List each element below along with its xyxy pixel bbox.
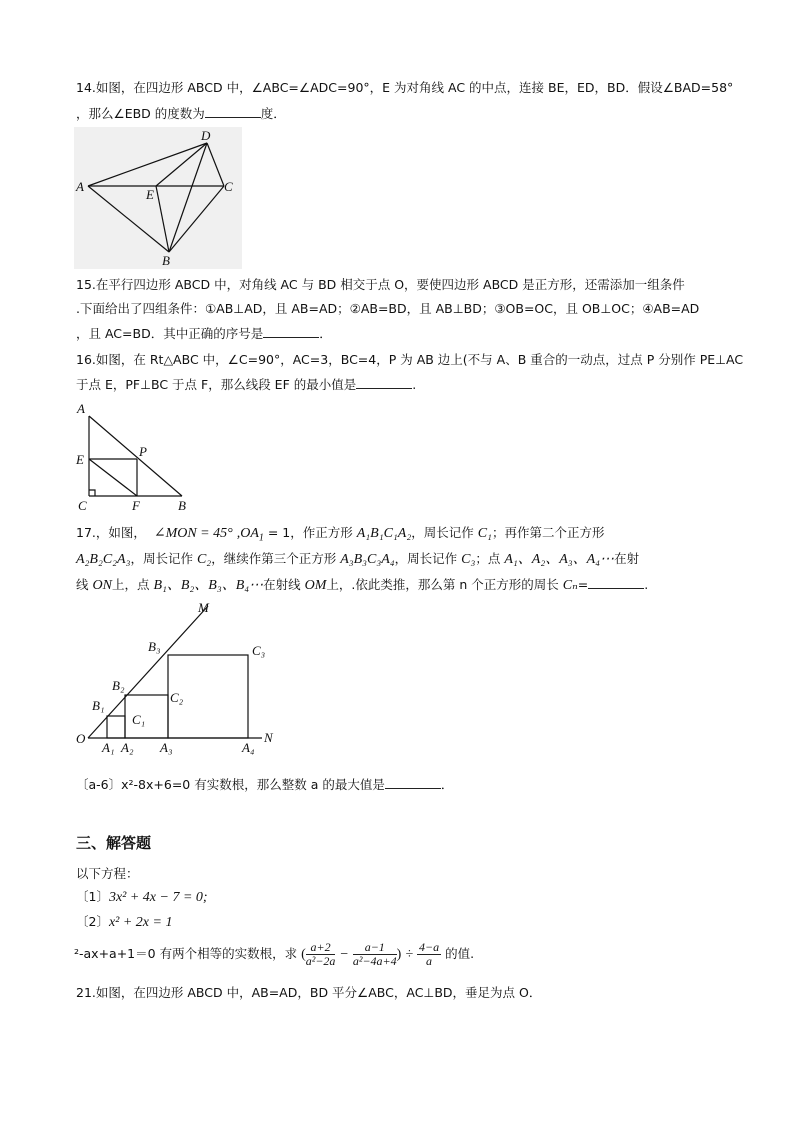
q16-figure — [74, 400, 194, 515]
q16-label-e: E — [76, 452, 84, 467]
q14-label-e: E — [146, 187, 154, 202]
q17-c1: C₁ — [477, 526, 492, 541]
q20-fraction-3 — [417, 941, 441, 968]
q17-sq1: A₁B₁C₁A₂ — [356, 526, 412, 541]
q17-t11: 上，点 — [111, 577, 150, 592]
q17-a-points: A₁、A₂、A₃、A₄⋯ — [504, 552, 615, 567]
q17-c3: C₃ — [461, 552, 476, 567]
q17-b-points: B₁、B₂、B₃、B₄⋯ — [153, 578, 264, 593]
q17-line1: 17.，如图， ∠MON = 45° $,OA_1 = 1$，作正方形 A₁B₁C₁A₂，周长记作 C₁；再作第二个正方形 — [76, 525, 605, 544]
q20-end: 的值. — [445, 946, 475, 961]
q16-line2 — [76, 377, 416, 393]
q19-p1-equation: 3x² + 4x − 7 = 0; — [108, 890, 208, 905]
q17-line2 — [76, 551, 639, 568]
q17-t1: 17.，如图， — [76, 525, 146, 540]
q17-t10: 线 — [76, 577, 89, 592]
q15-text-b: ． — [319, 326, 332, 341]
q14-text-b: 度． — [260, 106, 286, 121]
q19-part2 — [76, 914, 172, 931]
q15-line2: .下面给出了四组条件：①AB⊥AD，且 AB=AD；②AB=BD，且 AB⊥BD；③OB=OC，且 OB⊥OC；④AB=AD — [76, 301, 700, 316]
q17-t14: = — [577, 577, 589, 592]
q17-t9: 在射 — [614, 551, 640, 566]
q15-line1: 15.在平行四边形 ABCD 中，对角线 AC 与 BD 相交于点 O，要使四边形 ABCD 是正方形，还需添加一组条件 — [76, 277, 685, 292]
q15-line3 — [76, 326, 332, 342]
q16-label-p: P — [139, 444, 147, 459]
q14-text-a: ，那么∠EBD 的度数为 — [76, 106, 205, 121]
q20-fraction-1 — [306, 941, 336, 968]
q17-angle: ∠MON = 45° — [153, 526, 233, 541]
q18-end: ． — [440, 777, 454, 792]
q14-label-a: A — [76, 179, 84, 194]
q17-label-m: M — [198, 600, 209, 615]
q17-t3: ，周长记作 — [411, 525, 474, 540]
q16-text-a: 于点 E，PF⊥BC 于点 F，那么线段 EF 的最小值是 — [76, 377, 357, 392]
q17-oa: ,OA — [236, 526, 259, 541]
q17-t4: ；再作第二个正方形 — [491, 525, 605, 540]
q17-label-o: O — [76, 731, 86, 746]
q17-t8: ；点 — [475, 551, 501, 566]
q17-om: OM — [304, 578, 327, 593]
q19-p2-equation: x² + 2x = 1 — [108, 915, 173, 930]
q14-answer-blank — [205, 106, 261, 118]
q17-label-b3: B₃ — [148, 639, 161, 654]
q15-answer-blank — [263, 326, 319, 338]
q20-line: ²-ax+a+1＝0 有两个相等的实数根，求 ( $\frac{a+2}{\text{a²−2a}}$ − $\frac{a-1}{\text{a²−4a+4}}$ ) ÷ $\frac{4-a}{a}$ 的值. — [74, 940, 475, 968]
q17-sq3: A₃B₃C₃A₄ — [340, 552, 395, 567]
q17-t6: ，继续作第三个正方形 — [211, 551, 337, 566]
q17-label-a1: A₁ — [102, 740, 115, 755]
q19-p2-label: 〔2〕 — [76, 914, 109, 929]
q16-answer-blank — [356, 377, 412, 389]
q20-f1-num: a+2 — [306, 941, 336, 955]
q17-line3: 线 ON上，点 B₁、B₂、B₃、B₄⋯在射线 OM上，.依此类推，那么第 n 个正方形的周长 Cₙ= . — [76, 577, 649, 593]
q16-line1: 16.如图，在 Rt△ABC 中，∠C=90°，AC=3，BC=4，P 为 AB 边上(不与 A、B 重合的一动点，过点 P 分别作 PE⊥AC — [76, 352, 744, 367]
q17-sq2: A₂B₂C₂A₃ — [76, 552, 131, 567]
q17-label-b2: B₂ — [112, 678, 125, 693]
q20-f2-num: a−1 — [353, 941, 397, 955]
q17-t5: ，周长记作 — [130, 551, 193, 566]
q19-intro: 以下方程： — [76, 866, 139, 881]
q18-text: 〔a-6〕x²-8x+6=0 有实数根，那么整数 a 的最大值是 — [76, 777, 385, 792]
q19-p1-label: 〔1〕 — [76, 889, 109, 904]
q20-fraction-2 — [353, 941, 397, 968]
q17-answer-blank — [588, 577, 644, 589]
q17-on: ON — [92, 578, 112, 593]
q16-text-b: . — [412, 377, 417, 392]
section-heading: 三、解答题 — [76, 834, 152, 852]
q14-label-b: B — [162, 253, 170, 268]
q21-line: 21.如图，在四边形 ABCD 中，AB=AD，BD 平分∠ABC，AC⊥BD，垂足为点 O． — [76, 985, 542, 1000]
q17-label-c2: C₂ — [170, 690, 184, 705]
q16-label-c: C — [78, 498, 87, 513]
q17-label-c3: C₃ — [252, 643, 266, 658]
q19-part1 — [76, 889, 208, 906]
q16-label-a: A — [77, 401, 85, 416]
q17-label-a3: A₃ — [160, 740, 173, 755]
q17-t2: = 1，作正方形 — [263, 525, 353, 540]
q16-label-b: B — [178, 498, 186, 513]
q20-f3-num: 4−a — [418, 940, 440, 954]
q17-t7: ，周长记作 — [394, 551, 458, 566]
q20-f3-den: a — [426, 954, 433, 968]
q17-figure — [74, 598, 284, 758]
q18-answer-blank — [385, 777, 441, 789]
q20-f2-den: a²−4a+4 — [352, 954, 397, 968]
q17-t12: 在射线 — [263, 577, 301, 592]
q17-c2: C₂ — [196, 552, 212, 567]
q17-label-c1: C₁ — [132, 712, 146, 727]
q18-line — [76, 777, 453, 793]
q14-line1: 14.如图，在四边形 ABCD 中，∠ABC=∠ADC=90°，E 为对角线 AC 的中点，连接 BE，ED，BD．假设∠BAD=58° — [76, 80, 734, 95]
q14-label-d: D — [201, 128, 211, 143]
q16-label-f: F — [132, 498, 140, 513]
q17-label-a2: A₂ — [121, 740, 134, 755]
q14-line2 — [76, 106, 286, 122]
q17-label-b1: B₁ — [92, 698, 105, 713]
q17-t13: 上，.依此类推，那么第 n 个正方形的周长 — [326, 577, 559, 592]
q14-label-c: C — [224, 179, 233, 194]
q20-minus: − — [339, 947, 349, 962]
q17-label-a4: A₄ — [242, 740, 255, 755]
q15-text-a: ，且 AC=BD．其中正确的序号是 — [76, 326, 264, 341]
q17-cn: Cₙ — [562, 578, 578, 593]
q20-f1-den: a²−2a — [305, 954, 336, 968]
q20-div: ÷ — [405, 947, 413, 962]
q20-text: ²-ax+a+1＝0 有两个相等的实数根，求 — [74, 946, 298, 961]
q17-label-n: N — [264, 730, 273, 745]
q14-figure — [74, 127, 242, 269]
